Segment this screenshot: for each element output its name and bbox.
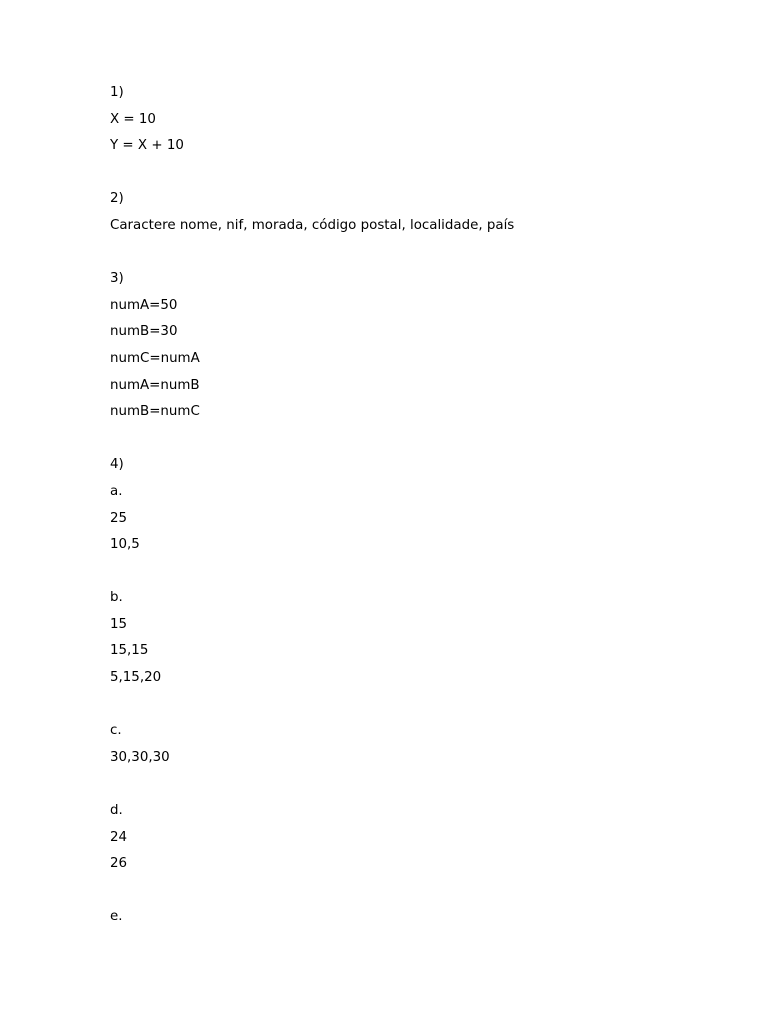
subsection-d-line: 26	[110, 856, 128, 872]
blank-line	[110, 429, 710, 456]
subsection-c-line: 30,30,30	[110, 749, 170, 765]
section-1-line: Y = X + 10	[110, 138, 184, 154]
subsection-b-label: b.	[110, 590, 123, 606]
section-1-line: X = 10	[110, 111, 156, 127]
blank-line	[110, 562, 710, 589]
subsection-b-line: 15	[110, 616, 128, 632]
section-4-heading: 4)	[110, 457, 124, 473]
section-3-line: numB=30	[110, 324, 178, 340]
section-2-line: Caractere nome, nif, morada, código postal, localidade, país	[110, 217, 515, 233]
blank-line	[110, 243, 710, 270]
subsection-a-line: 10,5	[110, 537, 140, 553]
section-3-line: numC=numA	[110, 350, 200, 366]
subsection-e-label: e.	[110, 909, 123, 925]
document-body	[110, 83, 710, 934]
section-3-line: numA=numB	[110, 377, 200, 393]
subsection-a-label: a.	[110, 483, 123, 499]
subsection-a-line: 25	[110, 510, 128, 526]
section-3-line: numB=numC	[110, 404, 200, 420]
subsection-d-label: d.	[110, 803, 123, 819]
blank-line	[110, 695, 710, 722]
blank-line	[110, 163, 710, 190]
subsection-b-line: 5,15,20	[110, 670, 162, 686]
section-2-heading: 2)	[110, 191, 124, 207]
section-1-heading: 1)	[110, 85, 124, 100]
subsection-b-line: 15,15	[110, 643, 149, 659]
blank-line	[110, 881, 710, 908]
subsection-c-label: c.	[110, 723, 122, 739]
subsection-d-line: 24	[110, 829, 128, 845]
blank-line	[110, 774, 710, 801]
section-3-line: numA=50	[110, 297, 178, 313]
section-3-heading: 3)	[110, 271, 124, 287]
